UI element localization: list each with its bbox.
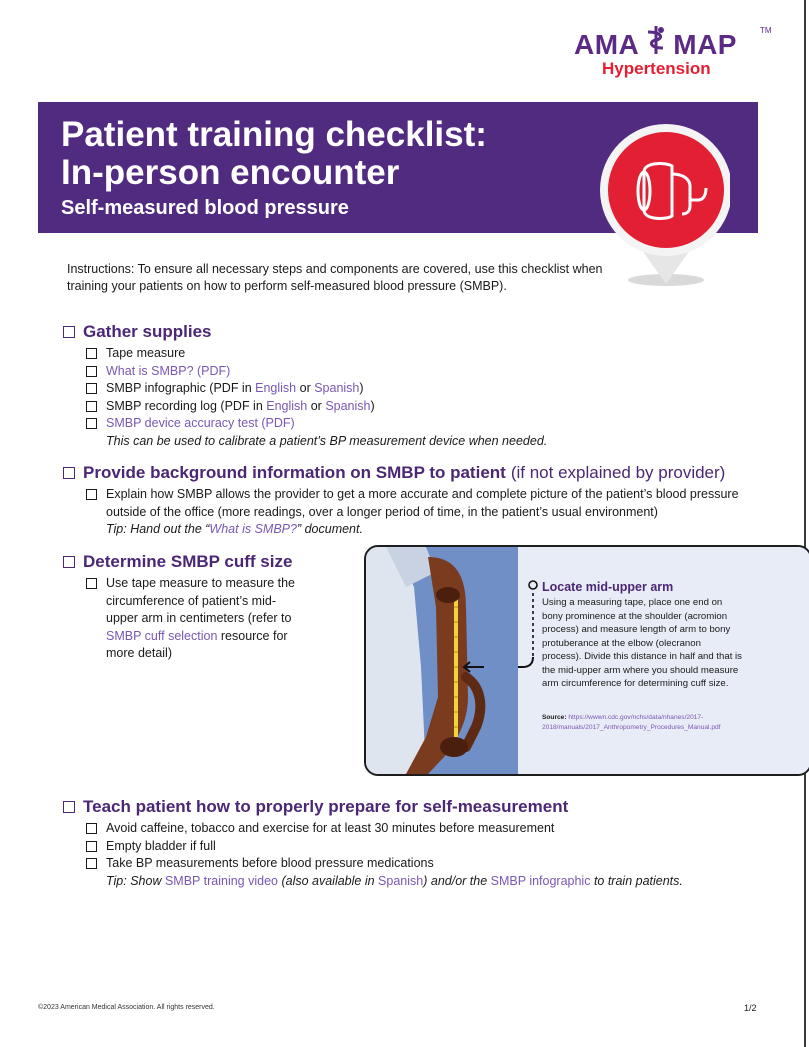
item-text: SMBP recording log (PDF in [106, 398, 267, 413]
item-note: This can be used to calibrate a patient’s BP measurement device when needed. [106, 433, 548, 448]
checklist-item [86, 380, 547, 398]
instructions: Instructions: To ensure all necessary steps and components are covered, use this checklist when training your patients on how to perform self-measured blood pressure (SMBP). [67, 262, 603, 293]
section-title: Teach patient how to properly prepare for self-measurement [83, 797, 569, 816]
figure-description: Using a measuring tape, place one end on bony prominence at the shoulder (acromion process) and measure length of arm to bony protuberance at the elbow (olecranon process). Divide this distance in half and that is the mid-upper arm where you should measure arm circumference for determining cuff size. [542, 597, 742, 689]
item-checkbox[interactable] [86, 858, 97, 869]
page-edge [804, 0, 806, 1047]
section-background-info [63, 463, 763, 539]
section-cuff-size [63, 552, 328, 663]
item-checkbox[interactable] [86, 418, 97, 429]
logo-brand-right: MAP [673, 29, 737, 60]
section-heading [63, 797, 763, 817]
item-checkbox[interactable] [86, 401, 97, 412]
checklist-item [86, 820, 763, 838]
section-checkbox[interactable] [63, 467, 75, 479]
item-text: Empty bladder if full [106, 838, 216, 853]
checklist-item [86, 415, 547, 433]
section-title: Gather supplies [83, 322, 212, 341]
item-checkbox[interactable] [86, 823, 97, 834]
item-text: resource for more detail) [106, 628, 288, 660]
item-checkbox[interactable] [86, 366, 97, 377]
item-text: ) [359, 381, 364, 395]
cdc-manual-link[interactable]: https://wwwn.cdc.gov/nchs/data/nhanes/2017-2018/manuals/2017_Anthropometry_Procedures_Manual.pdf [542, 714, 721, 731]
checklist-item [86, 855, 763, 873]
item-text: Use tape measure to measure the circumference of patient’s mid-upper arm in centimeters (refer to [106, 576, 295, 625]
tip-text: ) and/or the [423, 873, 491, 888]
video-spanish-link[interactable]: Spanish [378, 873, 424, 888]
section-checkbox[interactable] [63, 801, 75, 813]
title-line-1: Patient training checklist: [61, 115, 487, 154]
recording-log-spanish-link[interactable]: Spanish [325, 398, 371, 413]
item-text: or [307, 398, 326, 413]
figure-source [542, 713, 737, 732]
checklist-item [86, 838, 763, 856]
item-checkbox[interactable] [86, 383, 97, 394]
checklist [86, 486, 763, 539]
mid-upper-arm-figure [364, 545, 809, 776]
item-text: SMBP infographic (PDF in [106, 381, 256, 395]
section-heading [63, 552, 328, 572]
section-heading [63, 463, 763, 483]
item-text: Take BP measurements before blood pressure medications [106, 856, 434, 870]
section-gather-supplies [63, 322, 547, 450]
infographic-spanish-link[interactable]: Spanish [314, 381, 360, 395]
item-text: Explain how SMBP allows the provider to get a more accurate and complete picture of the patient’s blood pressure outside of the office (more readings, over a longer period of time, in the patient’s usual environment) [106, 487, 739, 519]
tip-text: (also available in [277, 873, 379, 888]
tip-text: ” document. [296, 522, 363, 536]
item-tip [106, 873, 763, 891]
checklist-item [86, 575, 304, 663]
ama-map-logo [574, 18, 774, 82]
logo-subtitle: Hypertension [602, 59, 711, 78]
checklist [86, 575, 304, 663]
tip-text: Tip: Show [106, 873, 165, 888]
item-tip [106, 521, 763, 539]
what-is-smbp-link[interactable]: What is SMBP? (PDF) [106, 363, 231, 378]
item-text: Avoid caffeine, tobacco and exercise for at least 30 minutes before measurement [106, 821, 555, 835]
page-subtitle: Self-measured blood pressure [61, 197, 349, 219]
page-number: 1/2 [744, 1003, 757, 1013]
section-prepare [63, 797, 763, 890]
tip-text: Tip: Hand out the “ [106, 522, 210, 536]
section-checkbox[interactable] [63, 326, 75, 338]
item-checkbox[interactable] [86, 348, 97, 359]
infographic-link[interactable]: SMBP infographic [490, 873, 591, 888]
recording-log-english-link[interactable]: English [266, 398, 308, 413]
copyright: ©2023 American Medical Association. All rights reserved. [38, 1004, 215, 1011]
section-heading [63, 322, 547, 342]
arm-measurement-illustration [366, 547, 518, 774]
checklist-item [86, 398, 547, 416]
caduceus-icon [639, 24, 673, 61]
checklist [86, 345, 547, 450]
device-accuracy-test-link[interactable]: SMBP device accuracy test (PDF) [106, 416, 295, 430]
section-title: Determine SMBP cuff size [83, 552, 293, 571]
cuff-selection-link[interactable]: SMBP cuff selection [106, 628, 218, 643]
checklist [86, 820, 763, 890]
training-video-link[interactable]: SMBP training video [164, 873, 278, 888]
what-is-smbp-doc-link[interactable]: What is SMBP? [209, 522, 297, 536]
checklist-item [86, 486, 763, 521]
checklist-item [86, 345, 547, 363]
tip-text: to train patients. [590, 873, 683, 888]
section-title-note: (if not explained by provider) [510, 463, 726, 482]
item-text: Tape measure [106, 346, 186, 360]
title-line-2: In-person encounter [61, 153, 400, 192]
section-checkbox[interactable] [63, 556, 75, 568]
page-title [61, 116, 581, 192]
logo-brand-left: AMA [574, 29, 640, 60]
item-checkbox[interactable] [86, 578, 97, 589]
item-checkbox[interactable] [86, 489, 97, 500]
logo-brand [574, 24, 737, 61]
infographic-english-link[interactable]: English [255, 381, 297, 395]
figure-title: Locate mid-upper arm [542, 580, 674, 594]
source-label: Source: [542, 714, 569, 721]
item-checkbox[interactable] [86, 841, 97, 852]
item-text: or [296, 381, 315, 395]
logo-trademark: TM [760, 26, 772, 35]
item-text: ) [370, 398, 375, 413]
bp-cuff-pin-icon [600, 122, 730, 292]
section-title: Provide background information on SMBP to patient [83, 463, 506, 482]
checklist-item [86, 363, 547, 381]
